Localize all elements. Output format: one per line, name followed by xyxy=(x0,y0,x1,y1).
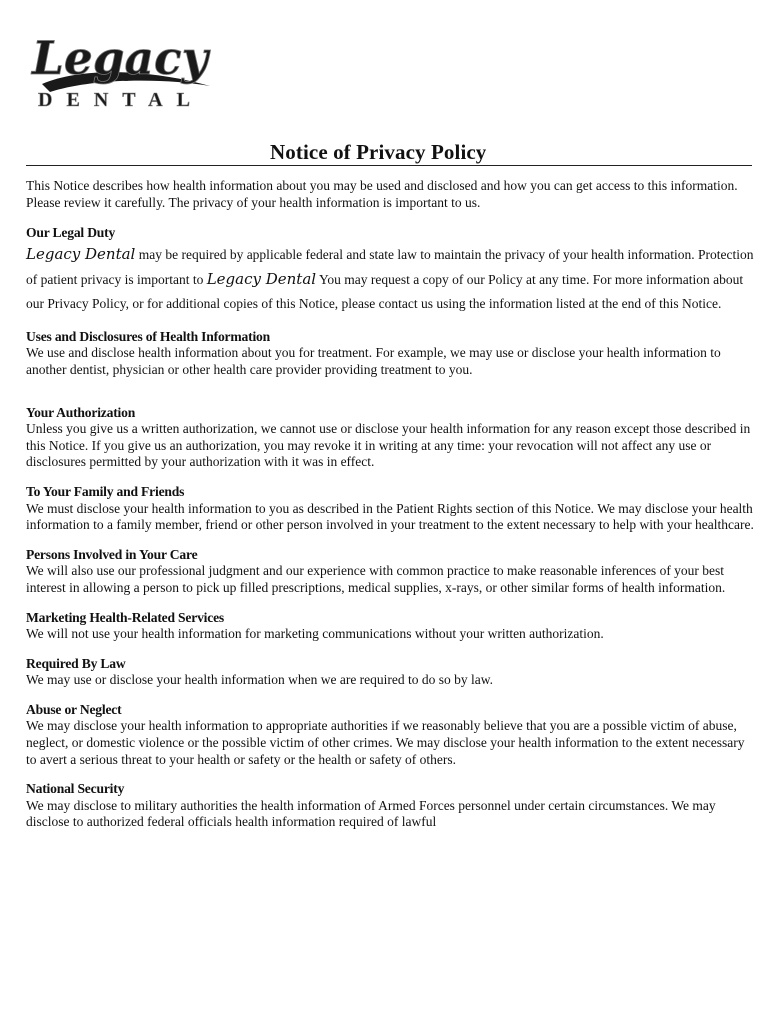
intro-paragraph: This Notice describes how health information about you may be used and disclosed and how you can get access to this information. Please review it carefully. The privacy of your health information is important to us. xyxy=(26,178,738,210)
section-heading: Uses and Disclosures of Health Information xyxy=(26,328,270,344)
section-body: We use and disclose health information about you for treatment. For example, we may use or disclose your health information to another dentist, physician or other health care provider providing treatment to you. xyxy=(26,345,721,377)
section-marketing xyxy=(26,610,754,643)
section-body: We may disclose to military authorities the health information of Armed Forces personnel under certain circumstances. We may disclose to authorized federal officials health information required of lawful xyxy=(26,797,716,830)
section-body xyxy=(26,242,754,316)
brand-name: Legacy Dental xyxy=(206,269,317,288)
section-heading: Persons Involved in Your Care xyxy=(26,546,198,562)
section-heading: Marketing Health-Related Services xyxy=(26,609,225,625)
section-legal-duty xyxy=(26,225,754,316)
svg-text:Legacy: Legacy xyxy=(30,31,212,85)
section-required-by-law xyxy=(26,656,754,689)
legal-duty-text-2: You may request a copy of our Policy at any time. For more information about our Privacy Policy, or for additional copies of this Notice, please contact us using the information listed at the end of this Notice. xyxy=(26,271,744,311)
section-uses-disclosures xyxy=(26,329,754,379)
title-divider xyxy=(26,165,752,166)
section-heading: Abuse or Neglect xyxy=(26,701,122,717)
section-heading: Required By Law xyxy=(26,655,126,671)
section-heading: National Security xyxy=(26,781,125,797)
section-persons-involved xyxy=(26,547,754,597)
section-heading: Your Authorization xyxy=(26,404,136,420)
section-heading: To Your Family and Friends xyxy=(26,483,185,499)
section-body: We will also use our professional judgment and our experience with common practice to make reasonable inferences of your best interest in allowing a person to pick up filled prescriptions, medical supplies, x-rays, or other similar forms of health information. xyxy=(26,563,726,595)
legal-duty-text-1: may be required by applicable federal and state law to maintain the privacy of your health information. Protection of patient privacy is important to xyxy=(26,246,754,287)
section-body: Unless you give us a written authorization, we cannot use or disclose your health information for any reason except those described in this Notice. If you give us an authorization, you may revoke it in writing at any time: your revocation will not affect any use or disclosures permitted by your authorization with it was in effect. xyxy=(26,421,751,470)
svg-text:DENTAL: DENTAL xyxy=(38,89,190,111)
section-heading: Our Legal Duty xyxy=(26,225,116,241)
legacy-dental-logo xyxy=(24,26,216,112)
section-body: We may disclose your health information to appropriate authorities if we reasonably believe that you are a possible victim of abuse, neglect, or domestic violence or the possible victim of other crimes. We may disclose your health information to the extent necessary to avert a serious threat to your health or safety or the health or safety of others. xyxy=(26,718,745,767)
section-family-friends xyxy=(26,484,754,534)
section-national-security xyxy=(26,781,754,831)
page-title: Notice of Privacy Policy xyxy=(270,140,487,164)
notice-body xyxy=(26,178,754,844)
section-authorization xyxy=(26,405,754,471)
section-body: We may use or disclose your health information when we are required to do so by law. xyxy=(26,672,494,688)
section-body: We must disclose your health information to you as described in the Patient Rights section of this Notice. We may disclose your health information to a family member, friend or other person involved in your treatment to the extent necessary to help with your healthcare. xyxy=(26,500,754,533)
section-body: We will not use your health information for marketing communications without your written authorization. xyxy=(26,626,604,642)
section-abuse-neglect xyxy=(26,702,754,768)
brand-name: Legacy Dental xyxy=(26,244,136,263)
